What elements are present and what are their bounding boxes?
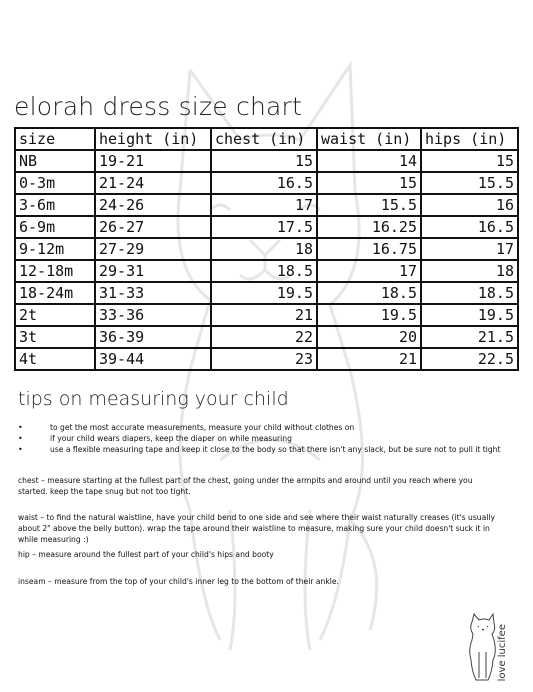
height-cell: 39-44 <box>95 348 211 370</box>
height-cell: 27-29 <box>95 238 211 260</box>
table-header-row <box>15 128 518 150</box>
table-row <box>15 194 518 216</box>
chest-cell: 18.5 <box>211 260 317 282</box>
waist-cell: 18.5 <box>317 282 421 304</box>
hip-instruction: hip – measure around the fullest part of your child's hips and booty <box>18 550 274 559</box>
cat-icon <box>466 612 526 684</box>
height-cell: 33-36 <box>95 304 211 326</box>
size-cell: NB <box>15 150 95 172</box>
size-cell: 6-9m <box>15 216 95 238</box>
height-cell: 36-39 <box>95 326 211 348</box>
tips-list <box>18 422 500 455</box>
hips-cell: 22.5 <box>421 348 518 370</box>
size-cell: 18-24m <box>15 282 95 304</box>
column-header-waist: waist (in) <box>317 128 421 150</box>
chest-cell: 15 <box>211 150 317 172</box>
size-cell: 2t <box>15 304 95 326</box>
size-cell: 3t <box>15 326 95 348</box>
size-cell: 12-18m <box>15 260 95 282</box>
chest-instruction: chest – measure starting at the fullest part of the chest, going under the armpits and around until you reach where you started. keep the tape snug but not too tight. <box>18 476 473 496</box>
chest-cell: 19.5 <box>211 282 317 304</box>
table-row <box>15 326 518 348</box>
chest-cell: 21 <box>211 304 317 326</box>
hips-cell: 18 <box>421 260 518 282</box>
size-cell: 3-6m <box>15 194 95 216</box>
hips-cell: 18.5 <box>421 282 518 304</box>
hips-cell: 17 <box>421 238 518 260</box>
table-row <box>15 216 518 238</box>
waist-cell: 19.5 <box>317 304 421 326</box>
hips-cell: 19.5 <box>421 304 518 326</box>
list-item: • use a flexible measuring tape and keep it close to the body so that there isn't any slack, but be sure not to pull it tight <box>18 444 500 455</box>
size-cell: 9-12m <box>15 238 95 260</box>
size-cell: 0-3m <box>15 172 95 194</box>
height-cell: 29-31 <box>95 260 211 282</box>
chest-cell: 16.5 <box>211 172 317 194</box>
list-item: • to get the most accurate measurements, measure your child without clothes on <box>18 422 500 433</box>
table-row <box>15 348 518 370</box>
waist-cell: 15 <box>317 172 421 194</box>
table-row <box>15 304 518 326</box>
column-header-chest: chest (in) <box>211 128 317 150</box>
height-cell: 19-21 <box>95 150 211 172</box>
size-chart-table <box>14 127 519 371</box>
height-cell: 24-26 <box>95 194 211 216</box>
chest-cell: 18 <box>211 238 317 260</box>
hips-cell: 16.5 <box>421 216 518 238</box>
hips-cell: 15 <box>421 150 518 172</box>
waist-cell: 15.5 <box>317 194 421 216</box>
waist-instruction: waist – to find the natural waistline, have your child bend to one side and see where their waist naturally creases (it's usually about 2" above the belly button). wrap the tape around their waistline to measure, making sure your child doesn't suck it in while measuring :) <box>18 513 495 544</box>
column-header-hips: hips (in) <box>421 128 518 150</box>
brand-logo-text: love lucifee <box>497 624 508 682</box>
waist-cell: 16.75 <box>317 238 421 260</box>
table-row <box>15 282 518 304</box>
hips-cell: 15.5 <box>421 172 518 194</box>
inseam-instruction: inseam – measure from the top of your child's inner leg to the bottom of their ankle. <box>18 577 339 586</box>
chest-cell: 22 <box>211 326 317 348</box>
height-cell: 26-27 <box>95 216 211 238</box>
waist-cell: 21 <box>317 348 421 370</box>
chest-cell: 23 <box>211 348 317 370</box>
chest-cell: 17.5 <box>211 216 317 238</box>
hips-cell: 16 <box>421 194 518 216</box>
table-row <box>15 150 518 172</box>
table-row <box>15 238 518 260</box>
chest-cell: 17 <box>211 194 317 216</box>
waist-cell: 16.25 <box>317 216 421 238</box>
height-cell: 21-24 <box>95 172 211 194</box>
column-header-size: size <box>15 128 95 150</box>
column-header-height: height (in) <box>95 128 211 150</box>
table-row <box>15 172 518 194</box>
page-title: elorah dress size chart <box>14 92 302 121</box>
table-body <box>15 150 518 370</box>
hips-cell: 21.5 <box>421 326 518 348</box>
height-cell: 31-33 <box>95 282 211 304</box>
waist-cell: 20 <box>317 326 421 348</box>
tips-heading: tips on measuring your child <box>18 388 289 410</box>
waist-cell: 17 <box>317 260 421 282</box>
table-row <box>15 260 518 282</box>
list-item: • if your child wears diapers, keep the diaper on while measuring <box>18 433 500 444</box>
size-cell: 4t <box>15 348 95 370</box>
waist-cell: 14 <box>317 150 421 172</box>
